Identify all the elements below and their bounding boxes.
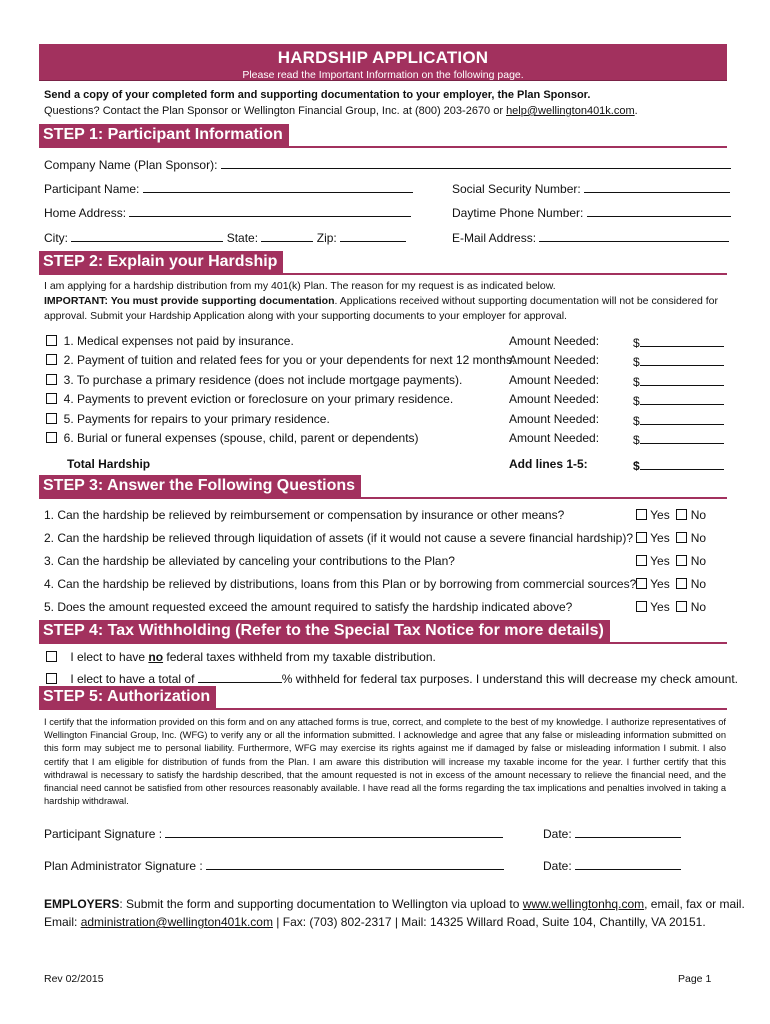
tax-option-1-pre: I elect to have [70, 650, 149, 664]
hardship-item-label: 6. Burial or funeral expenses (spouse, child, parent or dependents) [63, 431, 419, 445]
dollar-sign: $ [633, 355, 640, 369]
phone-label: Daytime Phone Number: [452, 206, 584, 220]
add-lines-label: Add lines 1-5: [509, 457, 588, 471]
no-label: No [690, 508, 707, 522]
amount-field-6[interactable] [633, 431, 724, 447]
hardship-item-5 [46, 412, 330, 426]
question-1: 1. Can the hardship be relieved by reimbursement or compensation by insurance or other means? [44, 508, 565, 522]
step5-title: STEP 5: Authorization [39, 686, 216, 708]
admin-signature-row [44, 857, 504, 873]
yes-no-4 [636, 577, 706, 591]
participant-name-row [44, 180, 413, 196]
intro-period: . [634, 105, 638, 117]
no-label: No [690, 600, 707, 614]
no-withholding-checkbox[interactable] [46, 651, 57, 662]
amount-label: Amount Needed: [509, 392, 600, 406]
state-field[interactable] [261, 229, 313, 242]
amount-input-4[interactable] [640, 392, 724, 405]
yes-no-1 [636, 508, 706, 522]
participant-signature-field[interactable] [165, 825, 503, 838]
question-2: 2. Can the hardship be relieved through liquidation of assets (if it would not cause a severe financial hardship)? [44, 531, 634, 545]
yes-no-3 [636, 554, 706, 568]
date-label: Date: [543, 827, 572, 841]
ssn-row [452, 180, 730, 196]
amount-label: Amount Needed: [509, 353, 600, 367]
hardship-checkbox-4[interactable] [46, 393, 57, 404]
dollar-sign: $ [633, 394, 640, 408]
tax-option-1 [46, 650, 436, 664]
no-checkbox-1[interactable] [676, 509, 687, 520]
total-amount-field[interactable] [633, 457, 724, 473]
step2-instructions [44, 279, 718, 324]
tax-option-1-post: federal taxes withheld from my taxable distribution. [163, 650, 436, 664]
step5-header [39, 686, 727, 710]
yes-label: Yes [650, 600, 670, 614]
hardship-item-3 [46, 373, 462, 387]
amount-label: Amount Needed: [509, 431, 600, 445]
date-label: Date: [543, 859, 572, 873]
amount-field-3[interactable] [633, 373, 724, 389]
question-4: 4. Can the hardship be relieved by distributions, loans from this Plan or by borrowing from commercial sources? [44, 577, 637, 591]
admin-signature-label: Plan Administrator Signature : [44, 859, 203, 873]
hardship-checkbox-2[interactable] [46, 354, 57, 365]
amount-label: Amount Needed: [509, 373, 600, 387]
company-name-row [44, 156, 731, 172]
total-hardship-label: Total Hardship [67, 457, 151, 471]
zip-label: Zip: [316, 231, 337, 245]
form-subtitle: Please read the Important Information on the following page. [242, 69, 524, 81]
email-row [452, 229, 729, 245]
admin-date-row [543, 857, 681, 873]
employers-line-2 [44, 915, 706, 929]
question-3: 3. Can the hardship be alleviated by canceling your contributions to the Plan? [44, 554, 455, 568]
hardship-item-2 [46, 353, 515, 367]
ssn-field[interactable] [584, 180, 730, 193]
hardship-checkbox-3[interactable] [46, 374, 57, 385]
city-row [44, 229, 406, 245]
title-bar [39, 44, 727, 81]
dollar-sign: $ [633, 336, 640, 350]
amount-row-2 [509, 353, 599, 367]
home-address-row [44, 204, 411, 220]
step1-header [39, 124, 727, 148]
employers-contact-rest: | Fax: (703) 802-2317 | Mail: 14325 Willard Road, Suite 104, Chantilly, VA 20151. [272, 915, 706, 929]
tax-option-2-post: % withheld for federal tax purposes. I understand this will decrease my check amount. [281, 672, 738, 686]
city-field[interactable] [71, 229, 223, 242]
question-5: 5. Does the amount requested exceed the amount required to satisfy the hardship indicated above? [44, 600, 573, 614]
no-label: No [690, 554, 707, 568]
no-checkbox-5[interactable] [676, 601, 687, 612]
yes-label: Yes [650, 531, 670, 545]
step2-line-3: approval. Submit your Hardship Application along with your supporting documents to your employer for approval. [44, 310, 567, 322]
no-checkbox-3[interactable] [676, 555, 687, 566]
step3-header [39, 475, 727, 499]
participant-date-row [543, 825, 681, 841]
amount-row-3 [509, 373, 599, 387]
tax-option-2-pre: I elect to have a total of [70, 672, 198, 686]
step2-header [39, 251, 727, 275]
no-label: No [690, 577, 707, 591]
tax-option-1-no: no [148, 650, 164, 664]
amount-label: Amount Needed: [509, 412, 600, 426]
revision-label: Rev 02/2015 [44, 973, 104, 985]
yes-checkbox-1[interactable] [636, 509, 647, 520]
amount-field-2[interactable] [633, 353, 724, 369]
hardship-item-6 [46, 431, 419, 445]
dollar-sign: $ [633, 459, 640, 473]
ssn-label: Social Security Number: [452, 182, 581, 196]
home-address-field[interactable] [129, 204, 411, 217]
website-link[interactable]: www.wellingtonhq.com [522, 897, 645, 911]
employers-label: EMPLOYERS [44, 897, 120, 911]
help-email-link[interactable]: help@wellington401k.com [506, 105, 635, 117]
hardship-item-4 [46, 392, 453, 406]
authorization-text: I certify that the information provided on this form and on any attached forms is true, correct, and complete to the best of my knowledge. I authorize representatives of Wellington Financial Group, Inc. (WFG) to verify any or all the information submitted. I acknowledge and agree that any false or misleading information submitted on this form may subject me to personal liability. Furthermore, WFG may exercise its rights against me if damaged by false or misleading information I submit. I also certify that I am eligible for distribution of funds from the Plan. I am aware this distribution will increase my taxable income for the year. I further certify that this withdrawal is necessary to satisfy the hardship described, that the amount requested is not in excess of the amount necessary to relieve the financial need, and the financial need cannot be satisfied from other resources reasonably available. I have read all the forms regarding the tax implications and penalties involved in taking a hardship withdrawal. [44, 717, 726, 807]
intro-line-2: Questions? Contact the Plan Sponsor or Wellington Financial Group, Inc. at (800) 203-2670 or [44, 105, 507, 117]
yes-checkbox-3[interactable] [636, 555, 647, 566]
hardship-item-label: 1. Medical expenses not paid by insurance. [63, 334, 294, 348]
step3-title: STEP 3: Answer the Following Questions [39, 475, 361, 497]
participant-name-field[interactable] [143, 180, 413, 193]
participant-name-label: Participant Name: [44, 182, 140, 196]
tax-option-2 [46, 670, 738, 686]
amount-row-1 [509, 334, 599, 348]
no-checkbox-4[interactable] [676, 578, 687, 589]
email-label-text: Email: [44, 915, 81, 929]
phone-row [452, 204, 731, 220]
step2-important: IMPORTANT: You must provide supporting documentation [44, 295, 335, 307]
email-label: E-Mail Address: [452, 231, 537, 245]
zip-field[interactable] [340, 229, 406, 242]
city-label: City: [44, 231, 68, 245]
amount-input-5[interactable] [640, 412, 724, 425]
amount-input-6[interactable] [640, 431, 724, 444]
dollar-sign: $ [633, 375, 640, 389]
admin-date-field[interactable] [575, 857, 681, 870]
withholding-percent-checkbox[interactable] [46, 673, 57, 684]
hardship-item-label: 4. Payments to prevent eviction or foreclosure on your primary residence. [63, 392, 454, 406]
amount-input-2[interactable] [640, 353, 724, 366]
email-field[interactable] [539, 229, 729, 242]
participant-signature-label: Participant Signature : [44, 827, 163, 841]
step4-header [39, 620, 727, 644]
step4-title: STEP 4: Tax Withholding (Refer to the Special Tax Notice for more details) [39, 620, 610, 642]
yes-no-2 [636, 531, 706, 545]
page-number: Page 1 [678, 973, 712, 985]
amount-label: Amount Needed: [509, 334, 600, 348]
intro-text [44, 87, 638, 119]
company-name-field[interactable] [221, 156, 731, 169]
employers-text-2: , email, fax or mail. [644, 897, 745, 911]
hardship-checkbox-5[interactable] [46, 413, 57, 424]
yes-label: Yes [650, 554, 670, 568]
participant-signature-row [44, 825, 503, 841]
withholding-percent-field[interactable] [198, 670, 282, 683]
step2-title: STEP 2: Explain your Hardship [39, 251, 283, 273]
yes-label: Yes [650, 577, 670, 591]
yes-checkbox-5[interactable] [636, 601, 647, 612]
employers-text-1: : Submit the form and supporting documentation to Wellington via upload to [119, 897, 523, 911]
hardship-checkbox-1[interactable] [46, 335, 57, 346]
no-checkbox-2[interactable] [676, 532, 687, 543]
total-amount-input[interactable] [640, 457, 724, 470]
step1-title: STEP 1: Participant Information [39, 124, 289, 146]
amount-row-6 [509, 431, 599, 445]
participant-date-field[interactable] [575, 825, 681, 838]
hardship-item-1 [46, 334, 294, 348]
amount-input-1[interactable] [640, 334, 724, 347]
state-label: State: [226, 231, 259, 245]
dollar-sign: $ [633, 414, 640, 428]
admin-email-link[interactable]: administration@wellington401k.com [80, 915, 273, 929]
amount-input-3[interactable] [640, 373, 724, 386]
employers-line-1 [44, 897, 745, 911]
hardship-checkbox-6[interactable] [46, 432, 57, 443]
yes-checkbox-4[interactable] [636, 578, 647, 589]
yes-checkbox-2[interactable] [636, 532, 647, 543]
hardship-item-label: 5. Payments for repairs to your primary residence. [63, 412, 330, 426]
yes-label: Yes [650, 508, 670, 522]
amount-field-1[interactable] [633, 334, 724, 350]
form-title: HARDSHIP APPLICATION [277, 48, 489, 67]
hardship-item-label: 2. Payment of tuition and related fees for you or your dependents for next 12 months. [63, 353, 516, 367]
amount-field-5[interactable] [633, 412, 724, 428]
amount-field-4[interactable] [633, 392, 724, 408]
company-name-label: Company Name (Plan Sponsor): [44, 158, 218, 172]
intro-line-1: Send a copy of your completed form and supporting documentation to your employer, the Plan Sponsor. [44, 89, 591, 101]
amount-row-5 [509, 412, 599, 426]
admin-signature-field[interactable] [206, 857, 504, 870]
yes-no-5 [636, 600, 706, 614]
home-address-label: Home Address: [44, 206, 127, 220]
hardship-item-label: 3. To purchase a primary residence (does not include mortgage payments). [63, 373, 463, 387]
phone-field[interactable] [587, 204, 731, 217]
amount-row-4 [509, 392, 599, 406]
step2-line-1: I am applying for a hardship distribution from my 401(k) Plan. The reason for my request is as indicated below. [44, 280, 556, 292]
dollar-sign: $ [633, 433, 640, 447]
step2-important-rest: . Applications received without supporting documentation will not be considered for [334, 295, 718, 307]
no-label: No [690, 531, 707, 545]
